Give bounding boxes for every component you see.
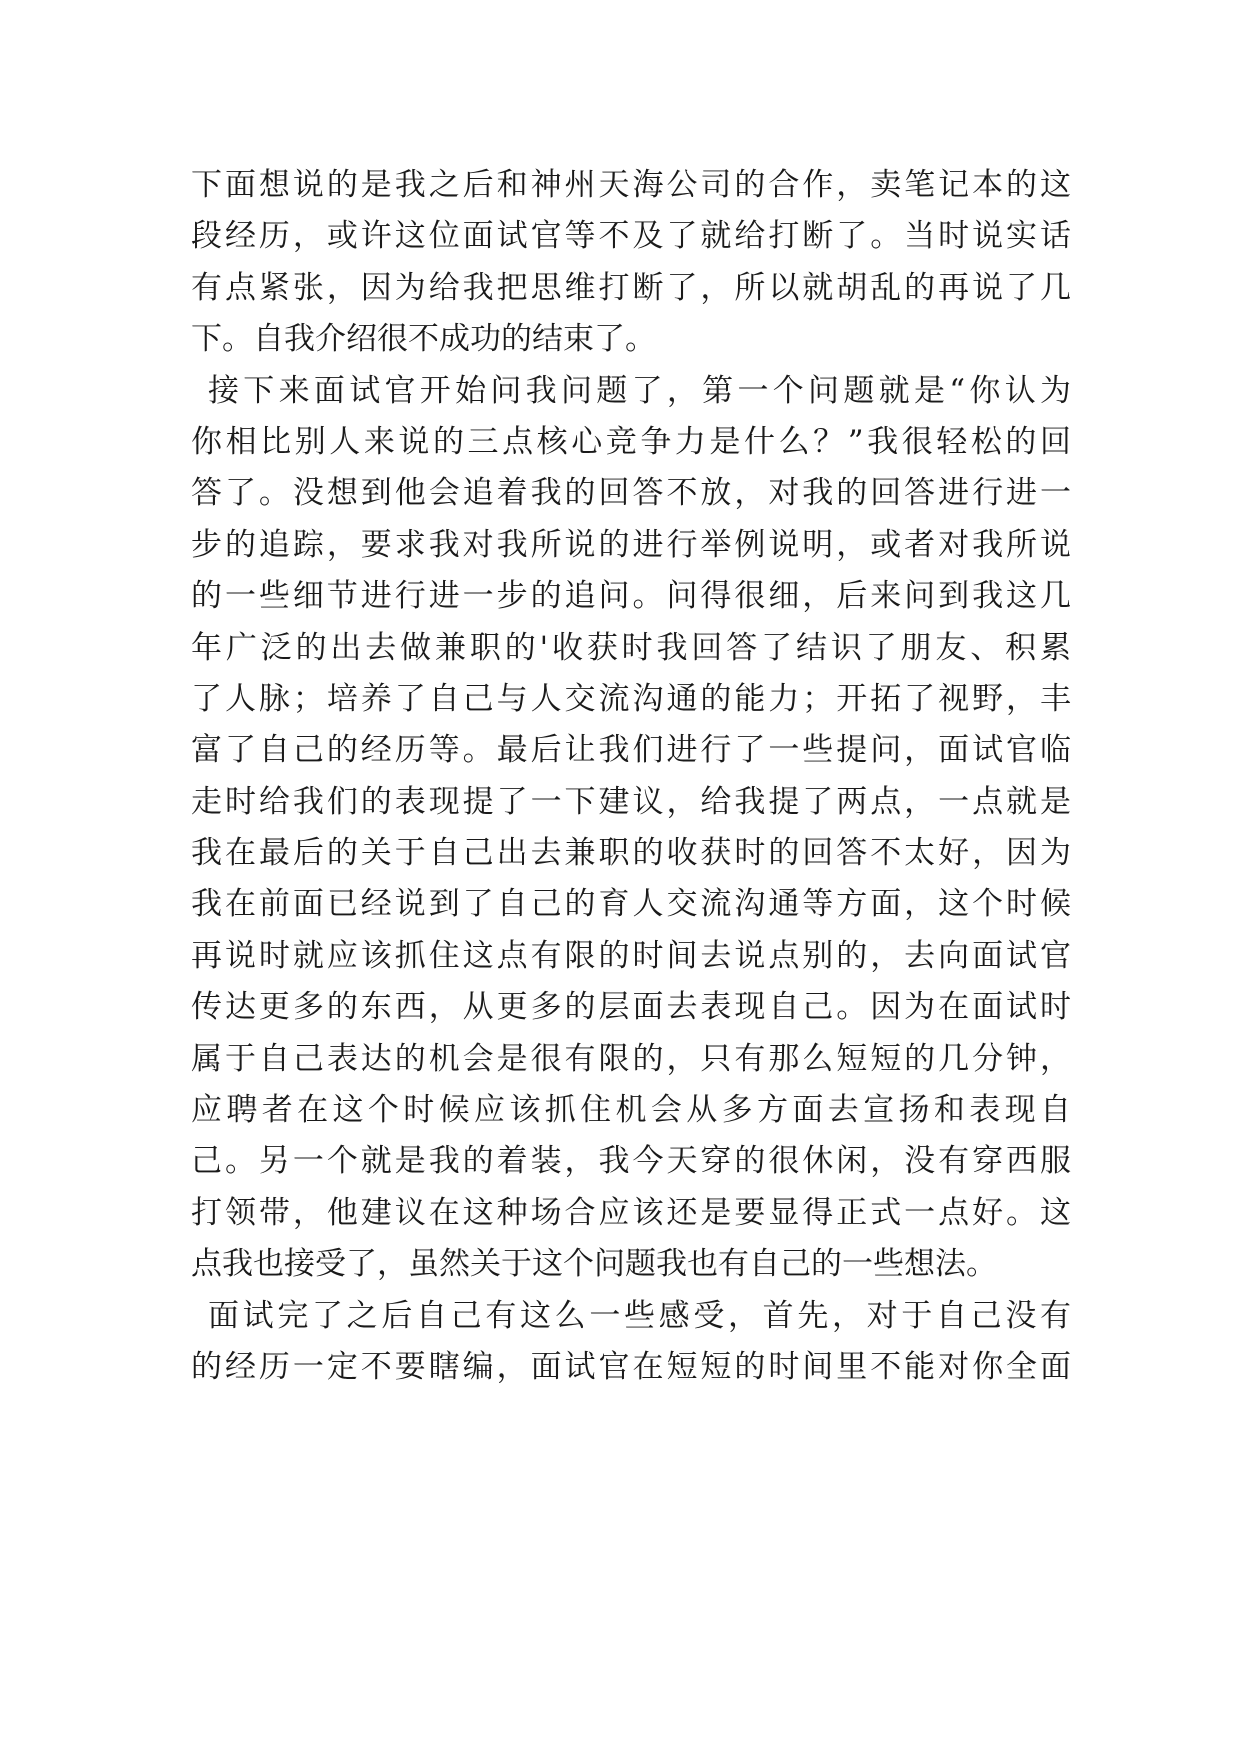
text-line: 走时给我们的表现提了一下建议，给我提了两点，一点就是 — [191, 783, 1071, 820]
text-line: 我在最后的关于自己出去兼职的收获时的回答不太好，因为 — [191, 835, 1071, 872]
text-line: 我在前面已经说到了自己的育人交流沟通等方面，这个时候 — [191, 886, 1071, 923]
text-line: 你相比别人来说的三点核心竞争力是什么？”我很轻松的回 — [191, 423, 1071, 460]
text-line: 属于自己表达的机会是很有限的，只有那么短短的几分钟， — [191, 1040, 1071, 1077]
text-line: 己。另一个就是我的着装，我今天穿的很休闲，没有穿西服 — [191, 1143, 1071, 1180]
text-line: 下。自我介绍很不成功的结束了。 — [191, 321, 656, 358]
text-line: 年广泛的出去做兼职的'收获时我回答了结识了朋友、积累 — [191, 629, 1071, 666]
body-text — [191, 160, 1071, 1393]
text-line: 段经历，或许这位面试官等不及了就给打断了。当时说实话 — [191, 218, 1071, 255]
text-line: 再说时就应该抓住这点有限的时间去说点别的，去向面试官 — [191, 937, 1071, 974]
paragraph-first-line: 接下来面试官开始问我问题了，第一个问题就是“你认为 — [208, 372, 1071, 409]
text-line: 了人脉；培养了自己与人交流沟通的能力；开拓了视野，丰 — [191, 680, 1071, 717]
text-line: 传达更多的东西，从更多的层面去表现自己。因为在面试时 — [191, 989, 1071, 1026]
text-line: 富了自己的经历等。最后让我们进行了一些提问，面试官临 — [191, 732, 1071, 769]
text-line: 的经历一定不要瞎编，面试官在短短的时间里不能对你全面 — [191, 1348, 1071, 1385]
text-line: 点我也接受了，虽然关于这个问题我也有自己的一些想法。 — [191, 1246, 997, 1283]
text-line: 答了。没想到他会追着我的回答不放，对我的回答进行进一 — [191, 475, 1071, 512]
text-line: 打领带，他建议在这种场合应该还是要显得正式一点好。这 — [191, 1194, 1071, 1231]
text-line: 的一些细节进行进一步的追问。问得很细，后来问到我这几 — [191, 578, 1071, 615]
paragraph-first-line: 面试完了之后自己有这么一些感受，首先，对于自己没有 — [208, 1297, 1071, 1334]
text-line: 下面想说的是我之后和神州天海公司的合作，卖笔记本的这 — [191, 167, 1071, 203]
text-line: 应聘者在这个时候应该抓住机会从多方面去宣扬和表现自 — [191, 1092, 1071, 1129]
text-line: 有点紧张，因为给我把思维打断了，所以就胡乱的再说了几 — [191, 269, 1071, 306]
text-line: 步的追踪，要求我对我所说的进行举例说明，或者对我所说 — [191, 526, 1071, 563]
